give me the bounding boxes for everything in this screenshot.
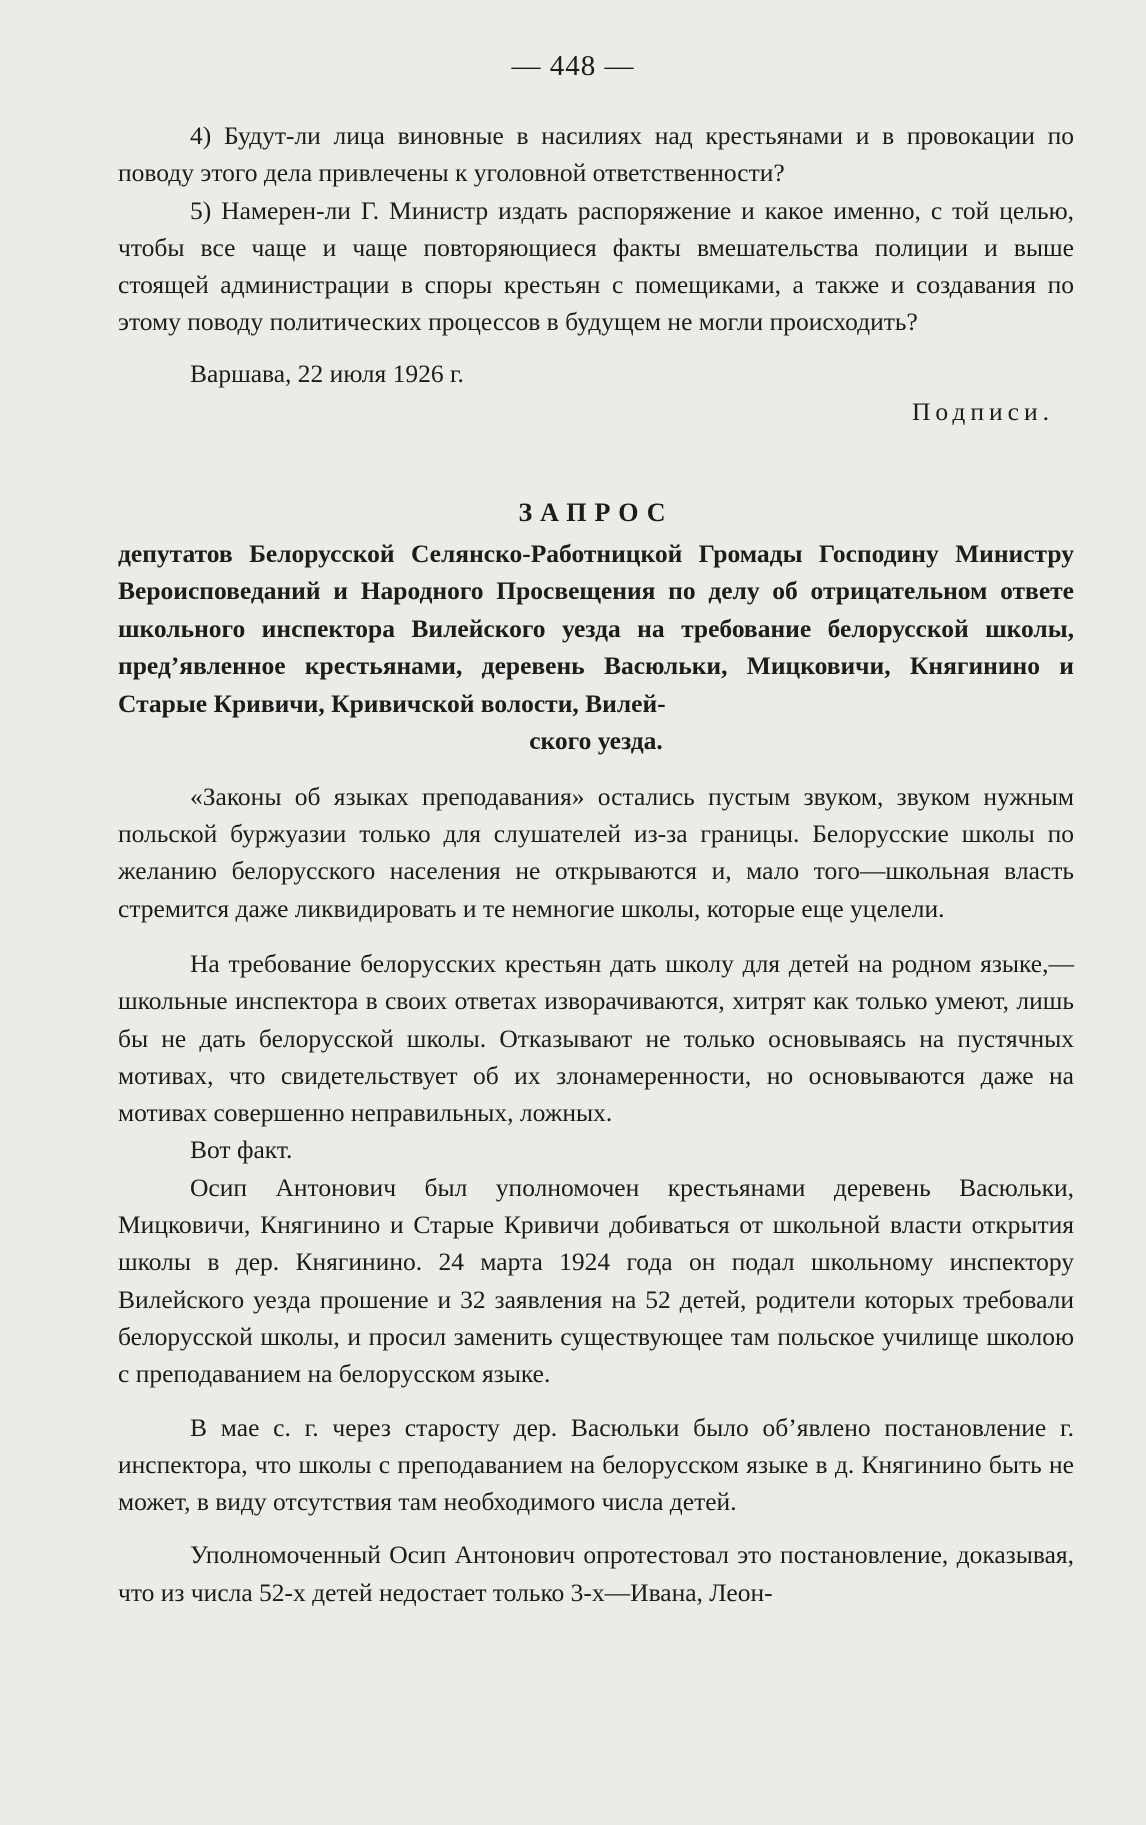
page-number: — 448 —	[511, 50, 635, 82]
paragraph-question-4: 4) Будут-ли лица виновные в насилиях над крестьянами и в провокации по поводу этого дела привлечены к уголовной ответственности?	[118, 121, 1074, 188]
paragraph-antonovich: Осип Антонович был уполномочен крестьянами деревень Васюльки, Мицковичи, Княгинино и Старые Кривичи добиваться от школьной власти открытия школы в дер. Княгинино. 24 марта 1924 года он подал школьному инспектору Вилейского уезда прошение и 32 заявления на 52 детей, родители которых требовали белорусской школы, и просил заменить существующее там польское училище школою с преподаванием на белорусском языке.	[118, 1172, 1074, 1389]
paragraph-protest: Уполномоченный Осип Антонович опротестовал это постановление, доказывая, что из числа 52-х детей недостает только 3-х—Ивана, Леон-	[118, 1540, 1074, 1607]
paragraph-may-decision: В мае с. г. через старосту дер. Васюльки было об’явлено постановление г. инспектора, что школы с преподаванием на белорусском языке в д. Княгинино быть не может, в виду отсутствия там необходимого числа детей.	[118, 1412, 1074, 1517]
paragraph-demands: На требование белорусских крестьян дать школу для детей на родном языке,—школьные инспектора в своих ответах изворачиваются, хитрят как только умеют, лишь бы не дать белорусской школы. Отказывают не только основываясь на пустячных мотивах, что свидетельствует об их злонамеренности, но основываются даже на мотивах совершенно неправильных, ложных.	[118, 948, 1074, 1128]
paragraph-question-5: 5) Намерен-ли Г. Министр издать распоряжение и какое именно, с той целью, чтобы все чаще и чаще повторяющиеся факты вмешательства полиции и выше стоящей администрации в споры крестьян с помещиками, а также и создавания по этому поводу политических процессов в будущем не могли происходить?	[118, 195, 1074, 337]
paragraph-fact: Вот факт.	[190, 1135, 293, 1165]
section-subject-end: ского уезда.	[529, 726, 663, 756]
date-line: Варшава, 22 июля 1926 г.	[190, 358, 464, 388]
text-body	[118, 117, 1074, 1611]
paragraph-laws: «Законы об языках преподавания» остались пустым звуком, звуком нужным польской буржуазии только для слушателей из-за границы. Белорусские школы по желанию белорусского населения не открываются и, мало того—школьная власть стремится даже ликвидировать и те немногие школы, которые еще уцелели.	[118, 781, 1074, 923]
section-subject: депутатов Белорусской Селянско-Работницкой Громады Господину Министру Вероисповеданий и Народного Просвещения по делу об отрицательном ответе школьного инспектора Вилейского уезда на требование белорусской школы, пред’явленное крестьянами, деревень Васюльки, Мицковичи, Княгинино и Старые Кривичи, Кривичской волости, Вилей-	[118, 538, 1074, 718]
section-heading: ЗАПРОС	[518, 497, 674, 527]
signatures: Подписи.	[911, 396, 1054, 426]
